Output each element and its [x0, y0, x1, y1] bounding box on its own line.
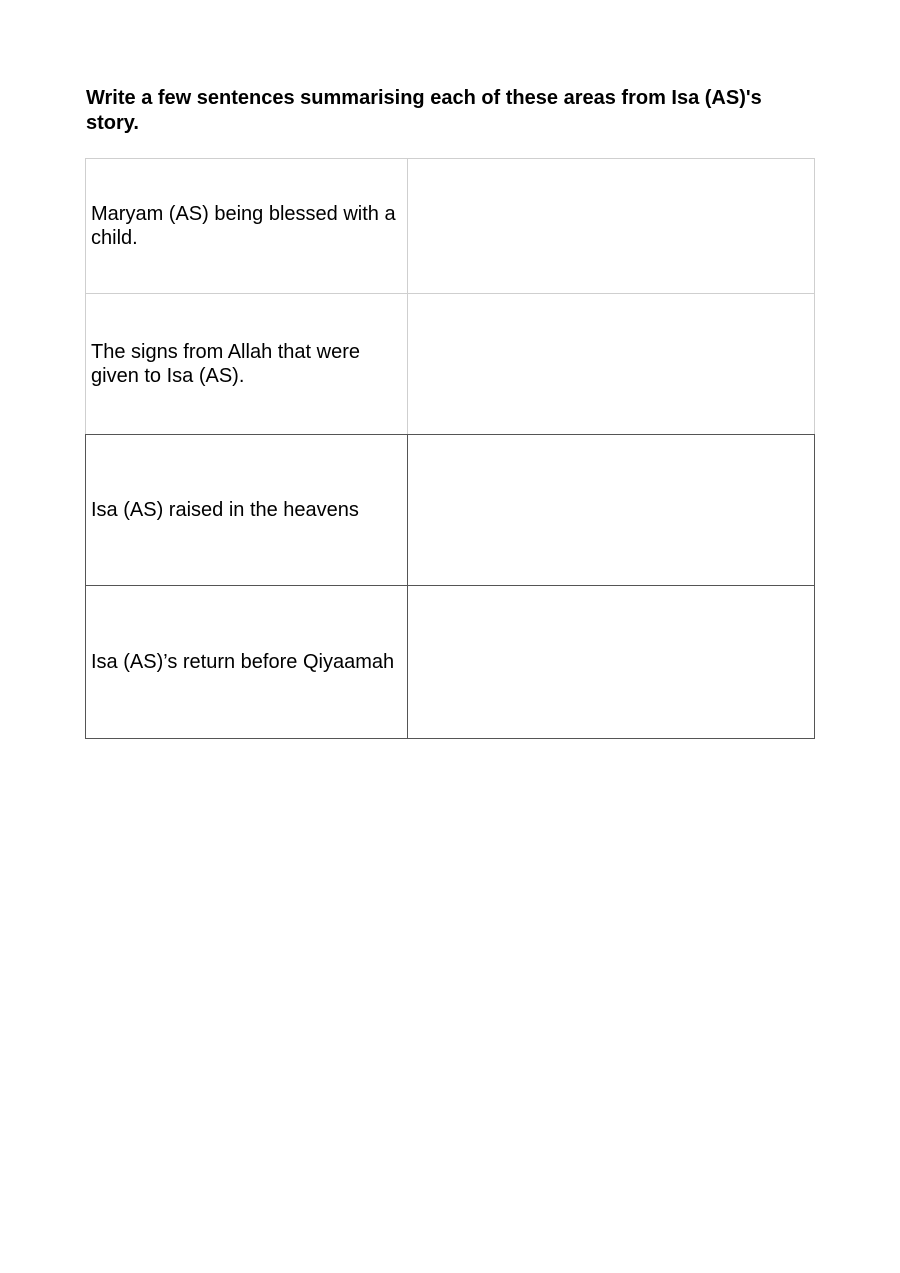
- table-row-topic: [86, 586, 407, 738]
- table-border: [85, 738, 815, 739]
- answer-cell[interactable]: [408, 294, 814, 434]
- answer-cell[interactable]: [408, 435, 814, 585]
- topic-label: Isa (AS) raised in the heavens: [91, 499, 359, 521]
- answer-cell[interactable]: [408, 159, 814, 293]
- table-border: [814, 434, 815, 739]
- topic-label: Isa (AS)’s return before Qiyaamah: [91, 651, 395, 673]
- worksheet-title: Write a few sentences summarising each of these areas from Isa (AS)'s story.: [86, 87, 762, 134]
- topic-label: The signs from Allah that were given to Isa (AS).: [91, 341, 361, 387]
- topic-label: Maryam (AS) being blessed with a child.: [91, 203, 396, 249]
- table-row-topic: [86, 294, 407, 434]
- table-border: [814, 158, 815, 434]
- table-row-topic: [86, 435, 407, 585]
- answer-cell[interactable]: [408, 586, 814, 738]
- table-row-topic: [86, 159, 407, 293]
